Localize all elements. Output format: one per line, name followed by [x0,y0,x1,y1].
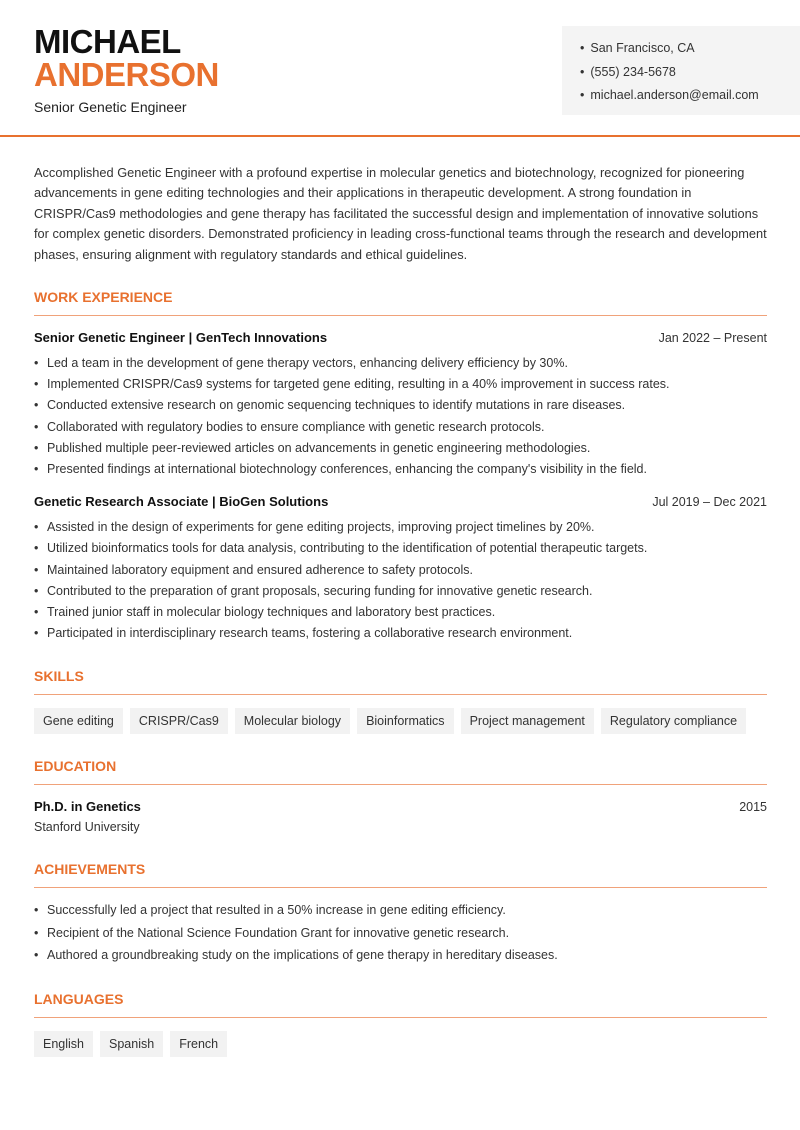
contact-phone: • (555) 234-5678 [580,61,800,85]
language-tag: French [170,1031,227,1057]
section-heading-skills: SKILLS [34,667,767,695]
skill-tag: Regulatory compliance [601,708,746,734]
bullet-item: • Trained junior staff in molecular biology techniques and laboratory best practices. [34,602,767,623]
education-year: 2015 [739,800,767,815]
language-tag: English [34,1031,93,1057]
bullet-item: • Maintained laboratory equipment and ensured adherence to safety protocols. [34,560,767,581]
job-role: Genetic Research Associate | BioGen Solutions [34,494,329,510]
contact-email: • michael.anderson@email.com [580,84,800,108]
job-header [34,328,767,348]
job-dates: Jul 2019 – Dec 2021 [652,495,767,510]
job-entry [34,328,767,480]
skill-tag: Gene editing [34,708,123,734]
achievement-item: • Recipient of the National Science Foundation Grant for innovative genetic research. [34,922,767,945]
job-dates: Jan 2022 – Present [658,331,767,346]
contact-location: • San Francisco, CA [580,37,800,61]
skill-tag: CRISPR/Cas9 [130,708,228,734]
bullet-item: • Led a team in the development of gene therapy vectors, enhancing delivery efficiency by 30%. [34,353,767,374]
school: Stanford University [34,820,140,835]
bullet-item: • Collaborated with regulatory bodies to ensure compliance with genetic research protocols. [34,417,767,438]
section-heading-education: EDUCATION [34,757,767,785]
skill-tag: Bioinformatics [357,708,454,734]
job-bullets [34,353,767,480]
section-heading-work: WORK EXPERIENCE [34,288,767,316]
job-role: Senior Genetic Engineer | GenTech Innovations [34,330,328,346]
bullet-item: • Utilized bioinformatics tools for data analysis, contributing to the identification of potential therapeutic targets. [34,538,767,559]
bullet-item: • Participated in interdisciplinary research teams, fostering a collaborative research environment. [34,623,767,644]
skill-tag: Project management [461,708,594,734]
skill-tag: Molecular biology [235,708,350,734]
degree: Ph.D. in Genetics [34,799,141,815]
achievement-item: • Authored a groundbreaking study on the implications of gene therapy in hereditary diseases. [34,944,767,967]
bullet-item: • Presented findings at international biotechnology conferences, enhancing the company's visibility in the field. [34,459,767,480]
last-name: ANDERSON [34,56,219,93]
bullet-item: • Implemented CRISPR/Cas9 systems for targeted gene editing, resulting in a 40% improvement in success rates. [34,374,767,395]
contact-box [562,26,800,115]
section-heading-achievements: ACHIEVEMENTS [34,860,767,888]
summary: Accomplished Genetic Engineer with a profound expertise in molecular genetics and biotechnology, recognized for pioneering advancements in gene editing technologies and their applications in therapeutic development. A strong foundation in CRISPR/Cas9 methodologies and gene therapy has facilitated the successful design and implementation of innovative solutions for complex genetic disorders. Demonstrated proficiency in leading cross-functional teams through the research and development phases, ensuring alignment with regulatory standards and ethical guidelines. [34,165,767,262]
job-title: Senior Genetic Engineer [34,99,187,115]
languages-list [34,1031,767,1057]
bullet-item: • Conducted extensive research on genomic sequencing techniques to identify mutations in rare diseases. [34,395,767,416]
bullet-item: • Assisted in the design of experiments for gene editing projects, improving project timelines by 20%. [34,517,767,538]
resume-header [0,0,800,137]
skills-list [34,708,767,734]
achievements-list [34,899,767,967]
job-bullets [34,517,767,644]
section-heading-languages: LANGUAGES [34,990,767,1018]
job-entry [34,492,767,644]
language-tag: Spanish [100,1031,163,1057]
bullet-item: • Contributed to the preparation of grant proposals, securing funding for innovative genetic research. [34,581,767,602]
education-entry [34,797,767,817]
achievement-item: • Successfully led a project that resulted in a 50% increase in gene editing efficiency. [34,899,767,922]
first-name: MICHAEL [34,23,181,60]
job-header [34,492,767,512]
bullet-item: • Published multiple peer-reviewed articles on advancements in genetic engineering methodologies. [34,438,767,459]
